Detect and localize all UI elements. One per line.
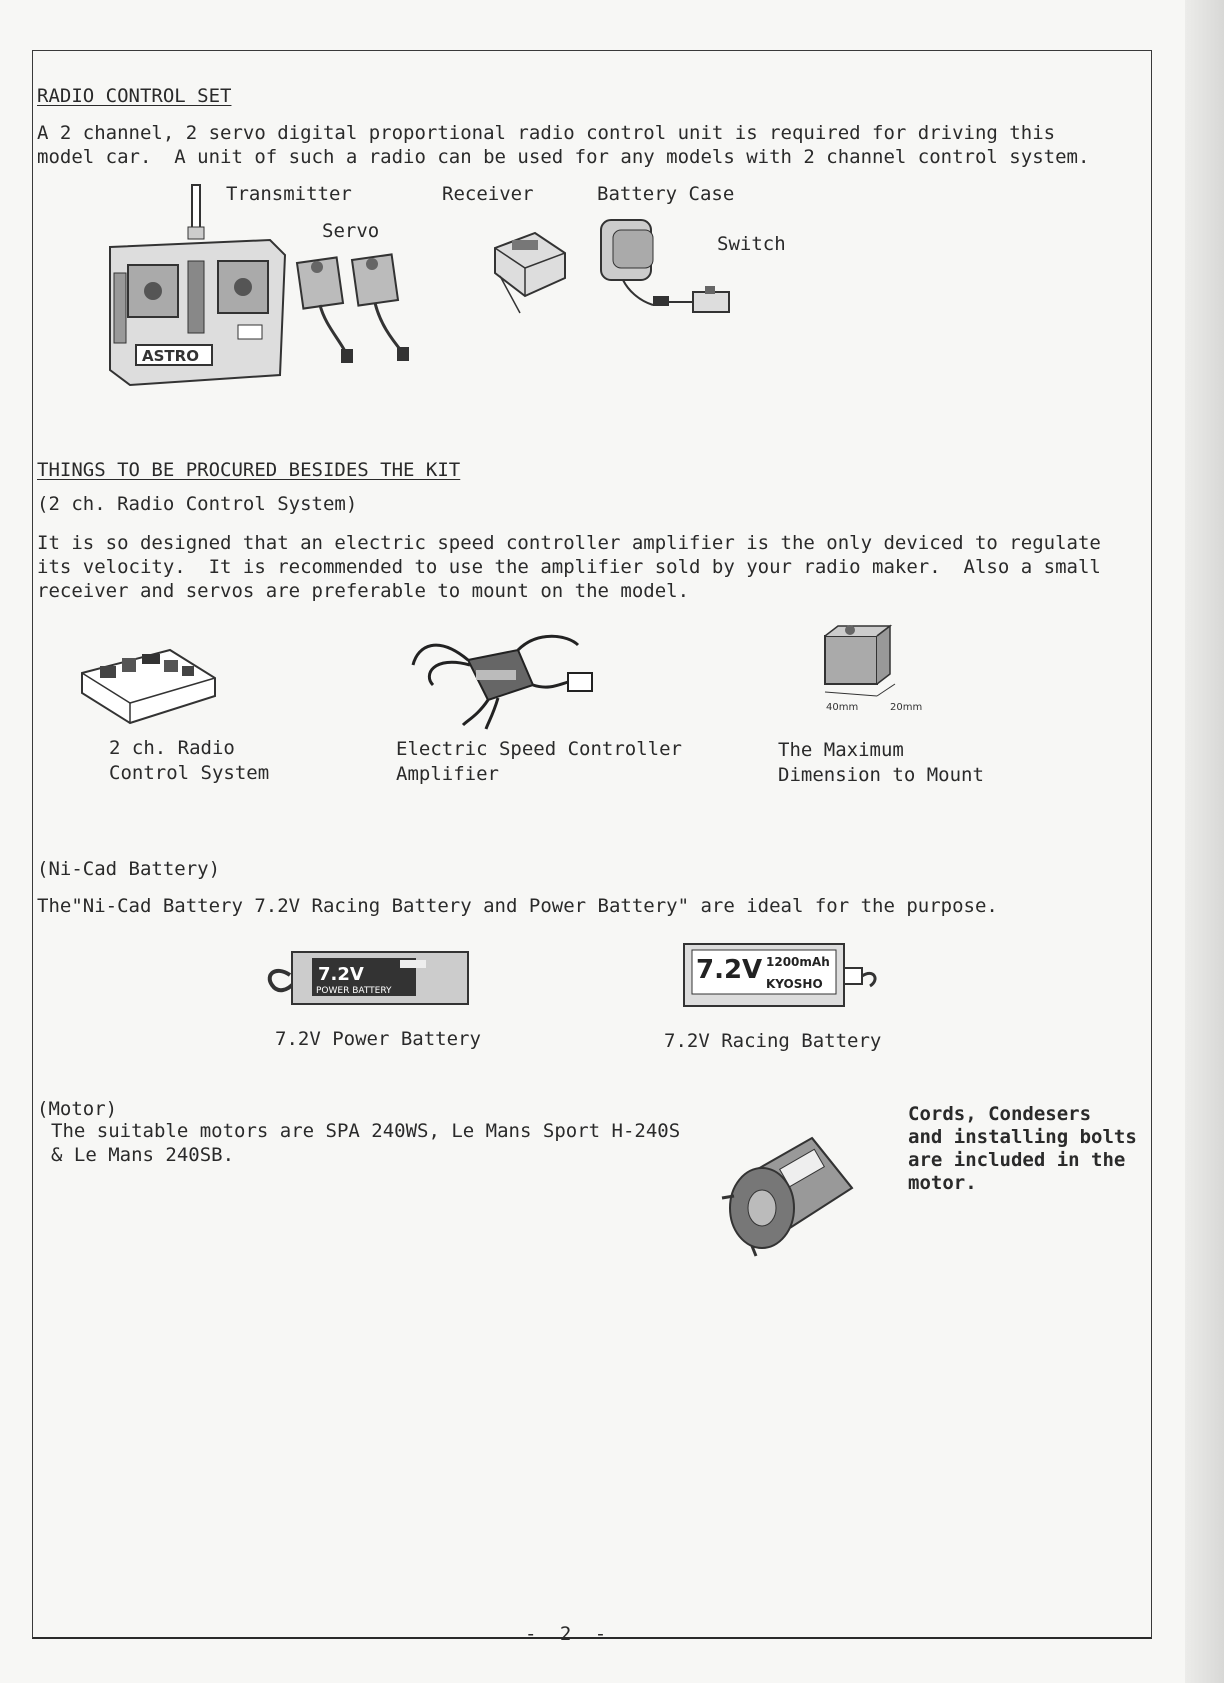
- motor-note-line-1: Cords, Condesers: [908, 1103, 1092, 1125]
- servo-dimension-illustration: [820, 622, 930, 712]
- radio-system-label-line-2: Control System: [109, 762, 270, 784]
- power-battery-label: 7.2V Power Battery: [275, 1028, 481, 1050]
- battery-case-label: Battery Case: [597, 183, 735, 205]
- motor-text-line-2: & Le Mans 240SB.: [51, 1144, 235, 1166]
- racing-battery-label: 7.2V Racing Battery: [664, 1030, 882, 1052]
- dimension-width-text: 40mm: [826, 702, 859, 713]
- battery-text: The"Ni-Cad Battery 7.2V Racing Battery and Power Battery" are ideal for the purpose.: [37, 895, 998, 917]
- procure-text-line-2: its velocity. It is recommended to use the amplifier sold by your radio maker. Also a small: [37, 556, 1101, 578]
- battery-subheading: (Ni-Cad Battery): [37, 858, 221, 880]
- procure-text-line-1: It is so designed that an electric speed controller amplifier is the only deviced to regulate: [37, 532, 1101, 554]
- receiver-illustration: [490, 228, 580, 318]
- switch-label: Switch: [717, 233, 786, 255]
- battery-case-illustration: [593, 210, 753, 330]
- power-battery-illustration: [260, 950, 472, 1008]
- procure-heading: THINGS TO BE PROCURED BESIDES THE KIT: [37, 459, 461, 481]
- motor-note-line-4: motor.: [908, 1172, 977, 1194]
- motor-illustration: [712, 1128, 862, 1258]
- switch-shape: [693, 292, 729, 312]
- motor-text-line-1: The suitable motors are SPA 240WS, Le Mans Sport H-240S: [51, 1120, 681, 1142]
- speed-controller-illustration: [408, 625, 603, 730]
- page-edge-shadow: [1185, 0, 1224, 1683]
- radio-control-heading: RADIO CONTROL SET: [37, 85, 232, 107]
- procure-text-line-3: receiver and servos are preferable to mount on the model.: [37, 580, 690, 602]
- transmitter-label: Transmitter: [226, 183, 352, 205]
- esc-label-line-2: Amplifier: [396, 763, 499, 785]
- radio-control-text-line-1: A 2 channel, 2 servo digital proportional radio control unit is required for driving this: [37, 122, 1056, 144]
- receiver-label: Receiver: [442, 183, 534, 205]
- procure-radio-subheading: (2 ch. Radio Control System): [37, 493, 358, 515]
- page-number: - 2 -: [525, 1623, 613, 1645]
- transmitter-illustration: [100, 185, 290, 385]
- racing-battery-voltage-text: 7.2V: [696, 955, 763, 985]
- servo-label: Servo: [322, 220, 380, 242]
- power-battery-name-text: POWER BATTERY: [316, 986, 392, 996]
- max-dimension-label-line-2: Dimension to Mount: [778, 764, 984, 786]
- motor-note-line-2: and installing bolts: [908, 1126, 1137, 1148]
- racing-battery-capacity-text: 1200mAh: [766, 955, 830, 969]
- esc-label-line-1: Electric Speed Controller: [396, 738, 682, 760]
- motor-subheading: (Motor): [37, 1098, 118, 1120]
- power-battery-voltage-text: 7.2V: [318, 964, 364, 985]
- servo-illustration: [295, 245, 435, 370]
- motor-note-line-3: are included in the: [908, 1149, 1126, 1171]
- radio-system-label-line-1: 2 ch. Radio: [109, 737, 235, 759]
- radio-system-illustration: [80, 648, 220, 728]
- racing-battery-brand-text: KYOSHO: [766, 977, 823, 991]
- racing-battery-illustration: [682, 942, 882, 1010]
- transmitter-brand-text: ASTRO: [142, 347, 199, 365]
- dimension-depth-text: 20mm: [890, 702, 923, 713]
- max-dimension-label-line-1: The Maximum: [778, 739, 904, 761]
- radio-control-text-line-2: model car. A unit of such a radio can be used for any models with 2 channel control system.: [37, 146, 1090, 168]
